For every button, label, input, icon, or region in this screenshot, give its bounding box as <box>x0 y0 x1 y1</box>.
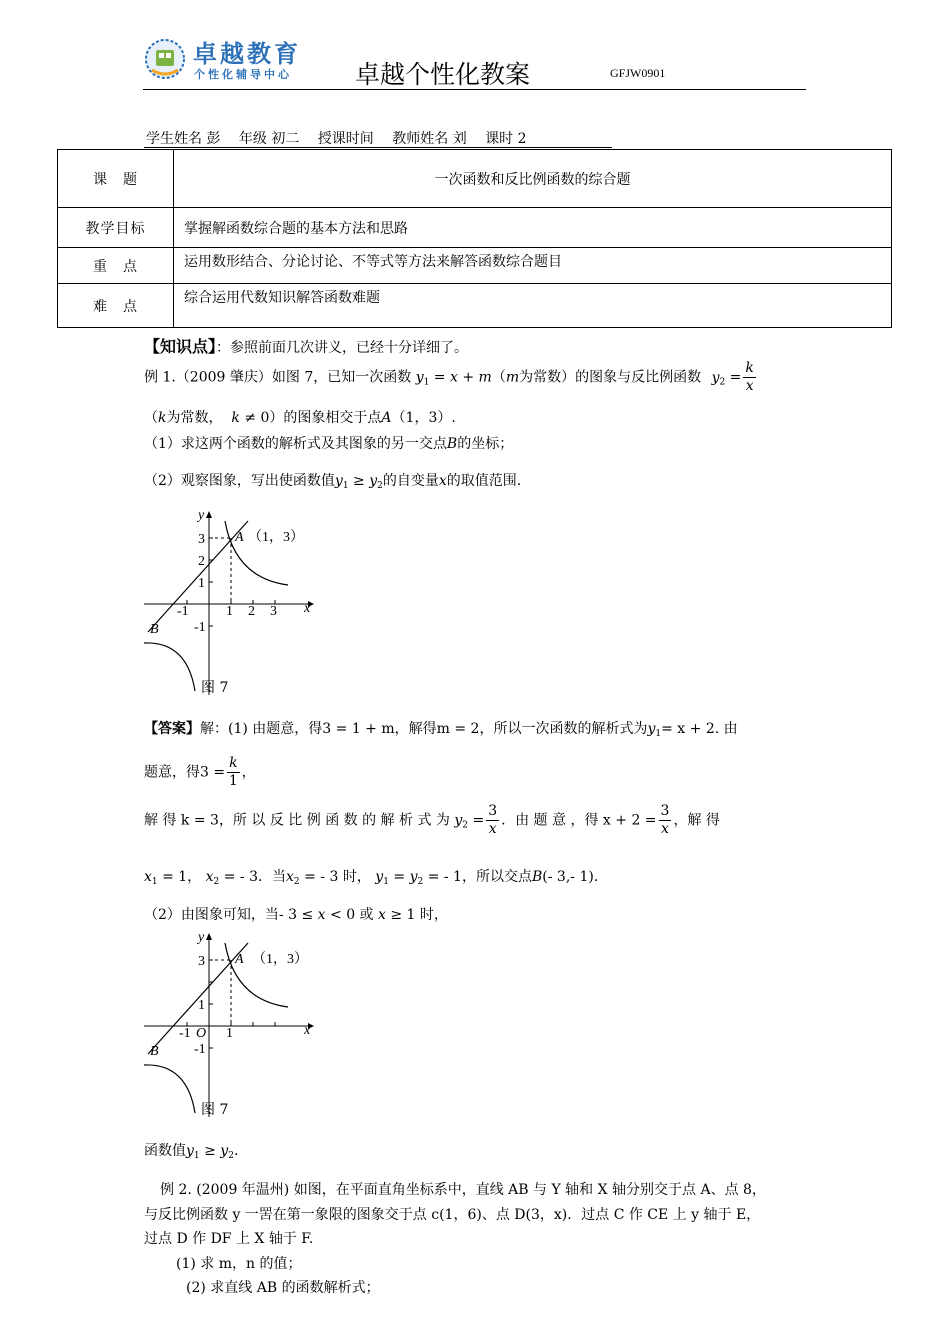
y-axis-label: y <box>198 508 205 523</box>
answer-text: ， <box>241 764 256 781</box>
point-a-label: A <box>235 952 244 967</box>
y-axis-arrow-icon <box>206 933 212 940</box>
y-tick-label: 3 <box>198 954 205 969</box>
row-label: 难 点 <box>58 284 174 328</box>
answer-text: ，所以一次函数的解析式为 <box>479 721 648 737</box>
answer-eq: = - 3 <box>223 869 259 885</box>
example2-line3: 过点 D 作 DF 上 X 轴于 F. <box>144 1231 314 1247</box>
knowledge-text: ：参照前面几次讲义，已经十分详细了。 <box>216 340 469 356</box>
example1-k-note: 为常数， <box>166 410 223 426</box>
x-tick-label: 2 <box>248 604 255 619</box>
answer-line6: 函数值$y_1 \ge y_2$. <box>144 1143 239 1161</box>
table-row <box>58 284 892 328</box>
answer-text: 解 得 <box>144 812 177 829</box>
knowledge-line <box>144 334 468 357</box>
row-label: 重 点 <box>58 248 174 284</box>
answer-eq: = - 3 时， <box>304 869 371 885</box>
fraction-numerator: 3 <box>660 803 670 819</box>
grade: 年级 初二 <box>238 131 300 147</box>
y-axis-arrow-icon <box>206 511 212 518</box>
logo-badge-icon <box>144 38 186 80</box>
x-tick-label: 1 <box>226 1026 233 1041</box>
example1-q2-end: 的自变量 <box>382 473 439 489</box>
x-axis-label: x <box>304 601 311 616</box>
example1-q1: （1）求这两个函数的解析式及其图象的另一交点B的坐标； <box>144 436 514 452</box>
answer-text: ．由 题 意 ，得 <box>501 812 599 829</box>
row-value: 运用数形结合、分论讨论、不等式等方法来解答函数综合题目 <box>174 248 892 284</box>
y-tick-label: 1 <box>198 998 205 1013</box>
answer-text: ≥ 1 时， <box>390 907 448 923</box>
answer-eq: = 1， <box>162 869 202 885</box>
answer-text: ．当 <box>258 869 287 885</box>
document-code: GFJW0901 <box>610 66 666 80</box>
answer-text: . 由 <box>714 721 738 737</box>
answer-eq: (- 3,- 1) <box>542 869 594 885</box>
figure2-caption: 图 7 <box>201 1102 229 1118</box>
fraction-denominator: x <box>488 821 497 837</box>
answer-eq: = x + 2 <box>661 721 715 737</box>
example2-q1: (1) 求 m，n 的值； <box>176 1256 302 1272</box>
row-label: 课 题 <box>58 150 174 208</box>
y-tick-label: 1 <box>198 576 205 591</box>
fraction-denominator: 1 <box>228 773 238 789</box>
example2-q2: (2) 求直线 AB 的函数解析式； <box>186 1280 380 1296</box>
info-underline <box>144 147 612 148</box>
example1-q2-text: （2）观察图象，写出使函数值 <box>144 473 335 489</box>
example2-line2: 与反比例函数 y 一罟在第一象限的图象交于点 c(1，6)、点 D(3，x)．过点 C 作 CE 上 y 轴于 E， <box>144 1207 761 1223</box>
x-tick-label: 3 <box>270 604 277 619</box>
x-tick-label: -1 <box>177 604 189 619</box>
x-tick-label: -1 <box>179 1026 191 1041</box>
x-tick-label: 1 <box>226 604 233 619</box>
answer-eq: 3 = <box>200 764 226 781</box>
example1-point-a: （1，3）. <box>391 410 456 426</box>
teacher-name: 教师姓名 刘 <box>392 131 467 147</box>
figure1-graph <box>140 503 340 698</box>
answer-eq: < 0 或 <box>330 907 374 923</box>
row-value: 一次函数和反比例函数的综合题 <box>174 150 892 208</box>
student-name: 学生姓名 彭 <box>146 131 221 147</box>
example1-intersect: ）的图象相交于点 <box>269 410 382 426</box>
example2-line1: 例 2. (2009 年温州) 如图，在平面直角坐标系中，直线 AB 与 Y 轴和 X 轴分别交于点 A、点 8， <box>160 1182 766 1198</box>
answer-line3: 解 得 k = 3，所 以 反 比 例 函 数 的 解 析 式 为 $y_2$ = $\frac{3}{x}$ ．由 题 意 ，得 x + 2 = $\frac{3}{x}$ ，解 得 <box>144 803 720 837</box>
y-tick-label: -1 <box>194 620 206 635</box>
answer-text: 解：(1) 由题意，得 <box>200 721 323 737</box>
answer-tag: 【答案】 <box>144 721 200 737</box>
fraction-numerator: k <box>229 755 238 771</box>
point-b-label: B <box>150 1044 159 1059</box>
point-a-coord: （1，3） <box>248 530 304 545</box>
y-tick-label: 3 <box>198 532 205 547</box>
fraction-numerator: 3 <box>488 803 498 819</box>
answer-eq: - 3 ≤ <box>278 907 314 923</box>
answer-eq: 3 = 1 + m <box>322 721 395 737</box>
student-info <box>146 128 541 148</box>
answer-line2 <box>144 755 256 790</box>
hyperbola-branch-2 <box>144 643 195 691</box>
document-title: 卓越个性化教案 <box>355 60 531 89</box>
example1-intro: 例 1.（2009 肇庆）如图 7，已知一次函数 $y_1 = x + m(m$为常数）的图象与反比例函数 $y_2$ = $\frac{k}{x}$ <box>144 360 754 394</box>
y-axis-label: y <box>198 930 205 945</box>
answer-eq: m = 2 <box>436 721 480 737</box>
fraction-denominator: x <box>661 821 669 837</box>
answer-text: ，所以交点 <box>461 869 532 885</box>
answer-eq: x + 2 = <box>602 812 657 829</box>
example1-q2-tail: 的取值范围. <box>446 473 522 489</box>
hyperbola-branch-2 <box>144 1065 195 1113</box>
origin-label: O <box>196 1026 207 1041</box>
logo-subtitle: 个性化辅导中心 <box>194 68 292 81</box>
y-tick-label: 2 <box>198 554 205 569</box>
answer-text: ，所 以 反 比 例 函 数 的 解 析 式 为 <box>218 812 450 829</box>
point-a-coord: （1，3） <box>252 952 308 967</box>
table-row <box>58 150 892 208</box>
logo-name: 卓越教育 <box>193 40 301 68</box>
point-a-label: A <box>235 530 244 545</box>
answer-line5: （2）由图象可知，当- 3 ≤ x < 0 或 x ≥ 1 时， <box>144 907 448 923</box>
answer-line4: $x_1 = 1$， $x_2$ = - 3．当$x_2$ = - 3 时， $y_1 = y_2$ = - 1，所以交点B(- 3,- 1). <box>144 869 599 887</box>
header-divider <box>143 89 806 90</box>
example1-q1-text: （1）求这两个函数的解析式及其图象的另一交点 <box>144 436 447 452</box>
example1-condition: （k为常数， k ≠ 0）的图象相交于点A（1，3）. <box>144 410 456 426</box>
lesson-table <box>57 149 892 328</box>
y-tick-label: -1 <box>194 1042 206 1057</box>
answer-line1: 【答案】解：(1) 由题意，得3 = 1 + m，解得m = 2，所以一次函数的解析式为$y_1= x + 2$. 由 <box>144 721 738 739</box>
answer-text: （2）由图象可知，当 <box>144 907 279 923</box>
point-b-label: B <box>150 622 159 637</box>
answer-text: 函数值 <box>144 1143 186 1159</box>
figure2-graph <box>140 925 340 1120</box>
example1-q1-end: 的坐标； <box>457 436 514 452</box>
answer-eq: = - 1 <box>427 869 462 885</box>
row-value: 综合运用代数知识解答函数难题 <box>174 284 892 328</box>
row-label: 教学目标 <box>58 208 174 248</box>
example1-m-note: 为常数）的图象与反比例函数 <box>519 369 702 386</box>
answer-text: ，解得 <box>394 721 437 737</box>
table-row <box>58 248 892 284</box>
example1-q2: （2）观察图象，写出使函数值$y_1 \ge y_2$的自变量x的取值范围. <box>144 473 522 491</box>
answer-text: ，解 得 <box>673 812 720 829</box>
knowledge-tag: 【知识点】 <box>144 337 217 356</box>
example1-intro-text: 例 1.（2009 肇庆）如图 7，已知一次函数 <box>144 369 412 386</box>
figure1-caption: 图 7 <box>201 680 229 696</box>
answer-eq: k = 3 <box>180 812 219 829</box>
lesson-time: 授课时间 <box>317 131 374 147</box>
table-row <box>58 208 892 248</box>
x-axis-label: x <box>304 1023 311 1038</box>
answer-text: 题意，得 <box>144 764 200 781</box>
lesson-hours: 课时 2 <box>485 131 527 147</box>
row-value: 掌握解函数综合题的基本方法和思路 <box>174 208 892 248</box>
